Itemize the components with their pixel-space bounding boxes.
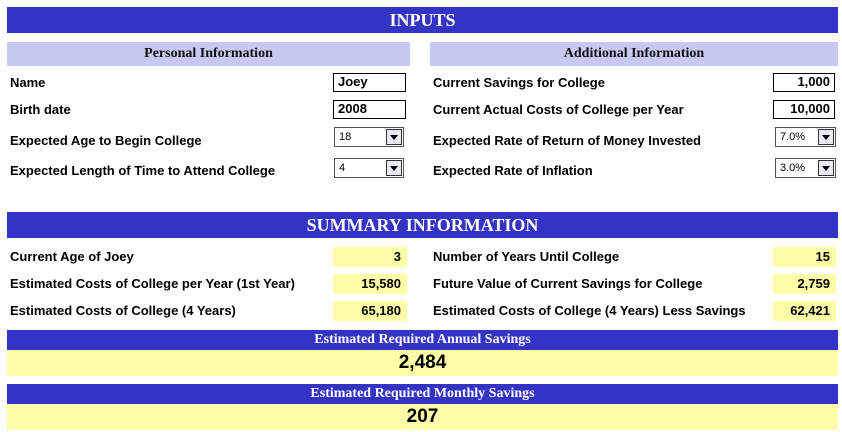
current-costs-field[interactable]: 10,000 [773, 100, 835, 119]
begin-age-value: 18 [339, 131, 352, 143]
inflation-rate-label: Expected Rate of Inflation [433, 163, 593, 178]
attend-length-value: 4 [339, 162, 346, 174]
annual-savings-value: 2,484 [7, 350, 838, 376]
begin-age-label: Expected Age to Begin College [10, 133, 202, 148]
cost-four-years-label: Estimated Costs of College (4 Years) [10, 303, 236, 318]
attend-length-label: Expected Length of Time to Attend College [10, 163, 276, 178]
return-rate-dropdown[interactable] [775, 127, 836, 147]
current-savings-label: Current Savings for College [433, 75, 605, 90]
birth-date-field[interactable]: 2008 [333, 100, 406, 119]
monthly-savings-value: 207 [7, 404, 838, 430]
attend-length-dropdown[interactable] [334, 158, 404, 178]
monthly-savings-header: Estimated Required Monthly Savings [7, 384, 838, 404]
name-field[interactable]: Joey [333, 73, 406, 92]
current-savings-field[interactable]: 1,000 [773, 73, 835, 92]
inflation-rate-dropdown[interactable] [775, 158, 836, 178]
cost-less-savings-label: Estimated Costs of College (4 Years) Less Savings [433, 303, 746, 318]
current-costs-label: Current Actual Costs of College per Year [433, 102, 684, 117]
annual-savings-header: Estimated Required Annual Savings [7, 330, 838, 350]
cost-per-year-label: Estimated Costs of College per Year (1st Year) [10, 276, 295, 291]
name-label: Name [10, 75, 46, 90]
return-rate-value: 7.0% [780, 131, 806, 143]
personal-info-header: Personal Information [7, 42, 410, 66]
summary-banner: SUMMARY INFORMATION [7, 212, 838, 238]
current-age-value: 3 [333, 247, 407, 267]
chevron-down-icon[interactable] [818, 129, 834, 145]
inflation-rate-value: 3.0% [780, 162, 806, 174]
years-until-value: 15 [773, 247, 836, 267]
future-value-value: 2,759 [773, 274, 836, 294]
inputs-banner: INPUTS [7, 7, 838, 33]
cost-per-year-value: 15,580 [333, 274, 407, 294]
additional-info-header: Additional Information [430, 42, 838, 66]
future-value-label: Future Value of Current Savings for College [433, 276, 703, 291]
years-until-label: Number of Years Until College [433, 249, 620, 264]
chevron-down-icon[interactable] [386, 129, 402, 145]
begin-age-dropdown[interactable] [334, 127, 404, 147]
cost-four-years-value: 65,180 [333, 301, 407, 321]
chevron-down-icon[interactable] [818, 160, 834, 176]
chevron-down-icon[interactable] [386, 160, 402, 176]
current-age-label: Current Age of Joey [10, 249, 134, 264]
return-rate-label: Expected Rate of Return of Money Invested [433, 133, 701, 148]
birth-date-label: Birth date [10, 102, 71, 117]
cost-less-savings-value: 62,421 [773, 301, 836, 321]
